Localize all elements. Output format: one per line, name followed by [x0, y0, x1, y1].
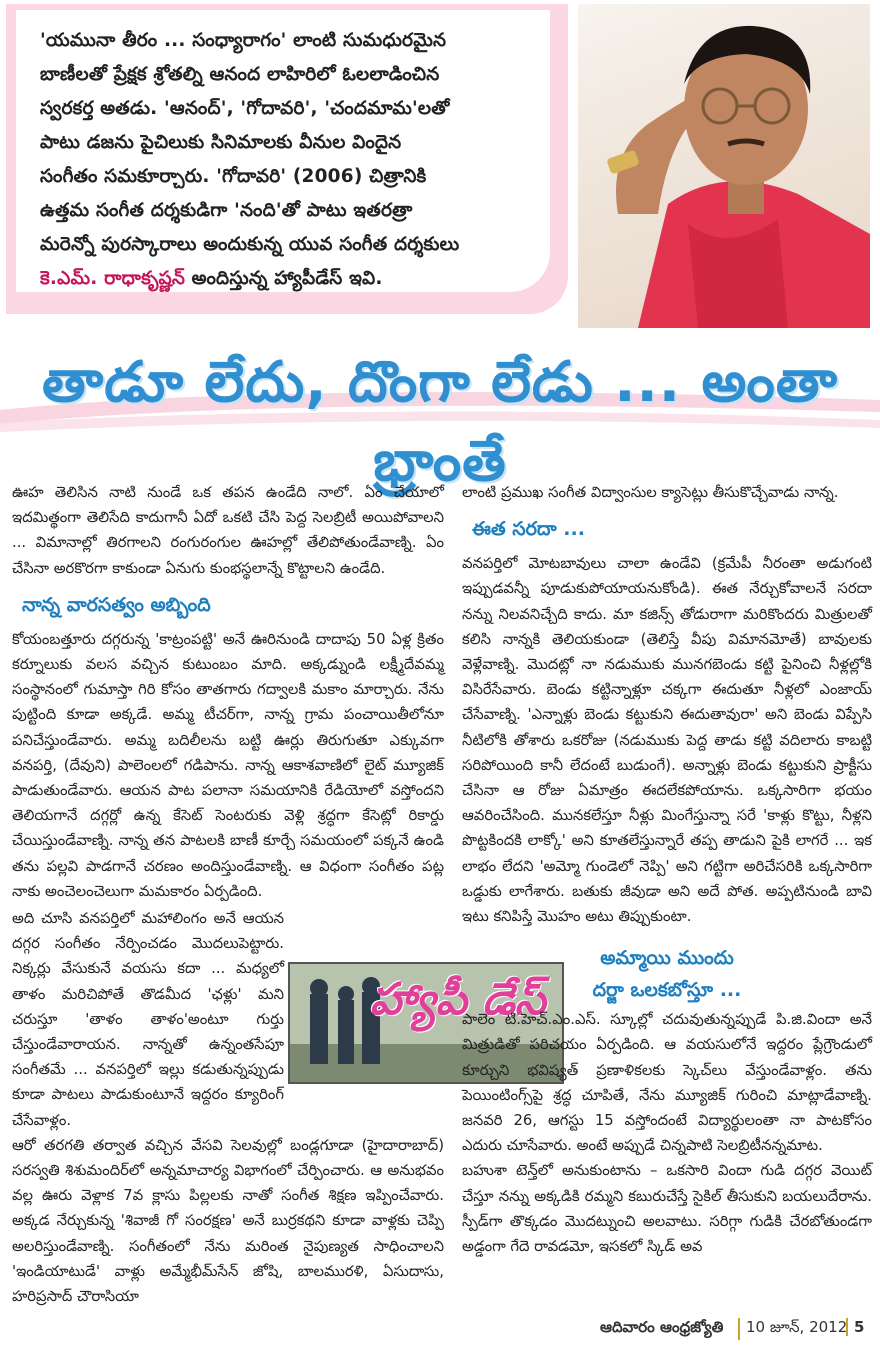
left-paragraph-4: ఆరో తరగతి తర్వాత వచ్చిన వేసవి సెలవుల్లో బండ్లగూడా (హైదారాబాద్) సరస్వతి శిశుమందిర్‌లో అన్నమాచార్య విభాగంలో చేర్పించారు. ఆ అనుభవం వల్ల ఊరు వెళ్లాక 7వ క్లాసు పిల్లలకు నాతో సంగీత శిక్షణ ఇప్పించేవారు. అక్కడ నేర్చుకున్న 'శివాజీ గో సంరక్షణ' అనే బుర్రకథని కూడా వాళ్లకు చెప్పి అలరిస్తుండేవాణ్ని. సంగీతంలో నేను మరింత నైపుణ్యత సాధించాలని 'ఇండియాటుడే' వాళ్లు అమ్మేభీమ్‌సేన్ జోషి, బాలమురళి, ఏసుదాసు, హరిప్రసాద్ చౌరాసియా — [12, 1136, 444, 1306]
subhead-swimming: ఈత సరదా ... — [472, 518, 585, 541]
intro-line: స్వరకర్త అతడు. 'ఆనంద్', 'గోదావరి', 'చందమామ'లతో — [40, 98, 450, 119]
intro-line: పాటు డజను పైచిలుకు సినిమాలకు వీనుల విందైన — [40, 132, 402, 153]
composer-photo — [578, 4, 870, 328]
subhead-father-legacy: నాన్న వారసత్వం అబ్బింది — [22, 593, 211, 616]
intro-inner — [16, 10, 550, 292]
intro-closing: అందిస్తున్న హ్యాపీడేస్ ఇవి. — [185, 268, 383, 289]
headline: తాడూ లేదు, దొంగా లేడు ... అంతా భ్రాంతే — [42, 350, 838, 494]
left-paragraph-2: కోయంబత్తూరు దగ్గరున్న 'కాట్రంపట్టి' అనే ఊరినుండి దాదాపు 50 ఏళ్ల క్రితం కర్నూలుకు వలస వచ్చిన కుటుంబం మాది. అక్కడ్నుండి లక్ష్మీదేవమ్మ సంస్థానంలో గుమాస్తా గిరి కోసం తాతగారు గద్వాలకి మకాం మార్చారు. నేను పుట్టింది కూడా అక్కడే. అమ్మ టీచర్‌గా, నాన్న గ్రామ పంచాయితీలోనూ పనిచేస్తుండేవారు. అమ్మ బదిలీలను బట్టి ఊర్లు తిరుగుతూ ఎక్కువగా వనపర్తి, (దేవుని) పాలెంలలో గడిపాను. నాన్న ఆకాశవాణిలో లైట్ మ్యూజిక్ పాడుతుండేవారు. ఆయన పాట పలానా సమయానికి రేడియోలో వస్తోందని తెలియగానే దగ్గర్లో ఉన్న కేసెట్ సెంటరుకు వెళ్లి శ్రద్ధగా కేసెట్లో రికార్డు చేయిస్తుండేవాణ్ని. నాన్న తన పాటలకి బాణీ కూర్చే సమయంలో పక్కనే ఉండి తను పల్లవి పాడగానే చరణం అందిస్తుండేవాణ్ని. ఆ విధంగా సంగీతం పట్ల నాకు అంచెలంచెలుగా మమకారం ఏర్పడింది. — [12, 630, 444, 900]
intro-text — [40, 24, 540, 296]
intro-line: మరెన్నో పురస్కారాలు అందుకున్న యువ సంగీత దర్శకులు — [40, 234, 460, 255]
composer-name: కె.ఎమ్. రాధాకృష్ణన్ — [40, 268, 186, 289]
right-column — [462, 480, 872, 1259]
composer-portrait-illustration — [578, 4, 870, 328]
right-paragraph-3: పాలెం టి.హెచ్.ఎం.ఎస్. స్కూల్లో చదువుతున్నప్పుడే పి.జి.విందా అనే మిత్రుడితో పరిచయం ఏర్పడింది. ఆ వయసులోనే ఇద్దరం ప్లేగ్రౌండులో కూర్చుని భవిష్యత్ ప్రణాళికలకు స్కెచ్‌లు వేస్తుండేవాళ్లం. తను పెయింటింగ్స్‌పై శ్రద్ధ చూపితే, నేను మ్యూజిక్ గురించి మాట్లాడేవాణ్ని. జనవరి 26, ఆగస్టు 15 వస్తోందంటే విద్యార్థులంతా నా పాటకోసం ఎదురు చూసేవారు. అంటే అప్పుడే చిన్నపాటి సెలబ్రిటీనన్నమాట. — [462, 1011, 872, 1155]
page-number: 5 — [846, 1318, 864, 1336]
intro-line: సంగీతం సమకూర్చారు. 'గోదావరి' (2006) చిత్రానికి — [40, 166, 427, 187]
left-paragraph-3: అది చూసి వనపర్తిలో మహాలింగం అనే ఆయన దగ్గర సంగీతం నేర్పించడం మొదలుపెట్టారు. నిక్కర్లు వేసుకునే వయసు కదా ... మధ్యలో తాళం మరిచిపోతే తొడమీద 'ఛళ్లు' మని చరుస్తూ 'తాళం తాళం'అంటూ గుర్తు చేస్తుండేవారాయన. నాన్నతో ఉన్నంతసేపూ సంగీతమే ... వనపర్తిలో ఇల్లు కడుతున్నప్పుడు కూడా పాటలు పాడుకుంటూనే ఇద్దరం క్యూరింగ్ చేసేవాళ్లం. — [12, 910, 284, 1129]
intro-line: బాణీలతో ప్రేక్షక శ్రోతల్ని ఆనంద లాహిరిలో ఓలలాడించిన — [40, 64, 440, 85]
intro-box — [6, 4, 568, 314]
footer-brand: ఆదివారం ఆంధ్రజ్యోతి — [600, 1318, 724, 1336]
intro-line: ఉత్తమ సంగీత దర్శకుడిగా 'నంది'తో పాటు ఇతరత్రా — [40, 200, 413, 221]
right-paragraph-4: బహుశా టెన్త్‌లో అనుకుంటాను – ఒకసారి విందా గుడి దగ్గర వెయిట్ చేస్తూ నన్ను అక్కడికి రమ్మని కబురుచేస్తే సైకిల్ తీసుకుని బయలుదేరాను. స్పీడ్‌గా తొక్కడం మొదట్నుంచి అలవాటు. సరిగ్గా గుడికి చేరబోతుండగా అడ్డంగా గేదె రావడమో, ఇసకలో స్కిడ్ అవ — [462, 1162, 872, 1256]
subhead-girl-line1: అమ్మాయి ముందు — [600, 947, 734, 970]
page-footer — [600, 1318, 870, 1340]
inset-title: హ్యాపీ డేస్ — [370, 974, 546, 1025]
footer-date: 10 జూన్, 2012 — [738, 1318, 847, 1340]
left-column — [12, 480, 444, 1309]
right-paragraph-2: వనపర్తిలో మోటబావులు చాలా ఉండేవి (క్రమేపీ నీరంతా అడుగంటి ఇప్పుడవన్నీ పూడుకుపోయాయనుకోండి). ఈత నేర్చుకోవాలనే సరదా నన్ను నిలవనిచ్చేది కాదు. మా కజిన్స్ తోడురాగా మరికొందరు మిత్రులతో కలిసి నాన్నకి తెలియకుండా (తెలిస్తే వీపు విమానమోతే) బావులకు వెళ్లేవాణ్ని. మొదట్లో నా నడుముకు మునగబెండు కట్టి పైనించి నీళ్లల్లోకి విసిరేసేవారు. బెండు కట్టిన్నాళ్లూ చక్కగా ఈదుతూ నీళ్లలో ఎంజాయ్ చేసేవాణ్ని. 'ఎన్నాళ్లు బెండు కట్టుకుని ఈదుతావురా' అని బెండు విప్పేసి నీటిలోకి తోశారు ఒకరోజు (నడుముకు పెద్ద తాడు కట్టి వదిలారు కాబట్టి సరిపోయింది కానీ లేదంటే బుడుంగే). అన్నాళ్లు బెండు కట్టుకుని ప్రాక్టీసు చేసినా ఆ రోజు ఏమాత్రం ఈదలేకపోయాను. ఒక్కసారిగా భయం ఆవరించేసింది. మునకలేస్తూ నీళ్లు మింగేస్తున్నా సరే 'కాళ్లు కొట్టు, నీళ్లని పొట్టకిందకి లాక్కో' అని కూతలేస్తున్నారే తప్ప తాడుని పైకి లాగరే ... ఇక లాభం లేదని 'అమ్మో గుండెలో నెప్పి' అని గట్టిగా అరిచేసరికి ఒక్కసారిగా ఒడ్డుకు లాగేశారు. బతుకు జీవుడా అని అదే పోత. అప్పటినుండి బావి ఇటు కనిపిస్తే మొహం అటు తిప్పుకుంటా. — [462, 555, 872, 926]
intro-line-last — [40, 262, 540, 296]
intro-line: 'యమునా తీరం ... సంధ్యారాగం' లాంటి సుమధురమైన — [40, 30, 447, 51]
left-paragraph-1: ఊహ తెలిసిన నాటి నుండే ఒక తపన ఉండేది నాలో. ఏం చేయాలో ఇదమిత్థంగా తెలిసేది కాదుగానీ ఏదో ఒకటి చేసి పెద్ద సెలబ్రిటీ అయిపోవాలని ... విమానాల్లో తిరగాలని రంగురంగుల ఊహల్లో తేలిపోతుండేవాణ్ని. ఏం చేసినా అరకొరగా కాకుండా ఏనుగు కుంభస్థలాన్నే కొట్టాలని ఉండేది. — [12, 484, 444, 577]
right-paragraph-1: లాంటి ప్రముఖ సంగీత విద్వాంసుల క్యాసెట్లు తీసుకొచ్చేవాడు నాన్న. — [462, 484, 839, 501]
subhead-girl-line2: దర్జా ఒలకబోస్తూ ... — [592, 979, 742, 1002]
